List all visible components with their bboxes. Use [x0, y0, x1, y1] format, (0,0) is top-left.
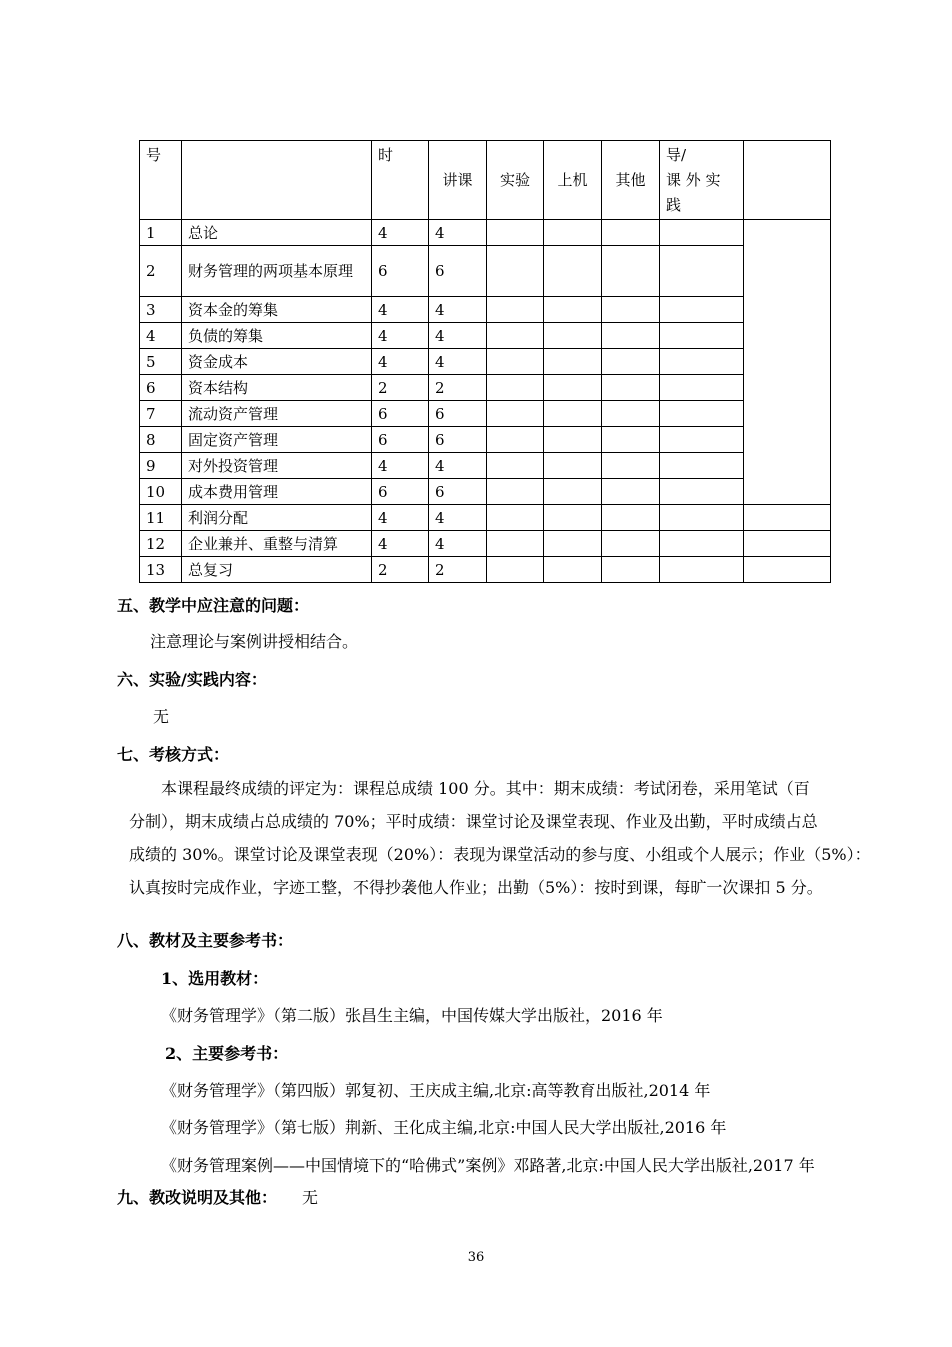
row-name: 流动资产管理 [182, 401, 372, 427]
row-guide [660, 323, 744, 349]
row-experiment [487, 531, 544, 557]
row-experiment [487, 323, 544, 349]
page-number: 36 [467, 1250, 485, 1265]
row-hours: 4 [372, 349, 429, 375]
row-name: 利润分配 [182, 505, 372, 531]
row-guide [660, 557, 744, 583]
row-other [602, 297, 660, 323]
header-lecture: 讲课 [429, 141, 487, 220]
course-schedule-table [139, 140, 831, 583]
section-8-sub1: 1、选用教材： [161, 969, 269, 988]
reference-entry: 《财务管理学》（第四版）郭复初、王庆成主编,北京:高等教育出版社,2014 年 [161, 1081, 711, 1100]
row-lecture: 4 [429, 505, 487, 531]
table-row [140, 297, 831, 323]
section-6-heading: 六、实验/实践内容： [117, 670, 267, 689]
row-hours: 4 [372, 531, 429, 557]
header-guide-line2: 课 外 实 [666, 171, 721, 189]
row-lecture: 4 [429, 297, 487, 323]
row-experiment [487, 479, 544, 505]
row-guide [660, 479, 744, 505]
header-hours: 时 [372, 141, 429, 220]
header-other: 其他 [602, 141, 660, 220]
row-other [602, 401, 660, 427]
section-8-sub2: 2、主要参考书： [165, 1044, 289, 1063]
row-other [602, 323, 660, 349]
row-lecture: 6 [429, 427, 487, 453]
row-guide [660, 220, 744, 246]
row-guide [660, 401, 744, 427]
table-row [140, 505, 831, 531]
row-no: 3 [140, 297, 182, 323]
row-name: 固定资产管理 [182, 427, 372, 453]
table-row [140, 401, 831, 427]
row-name: 总复习 [182, 557, 372, 583]
header-guide-line1: 导/ [666, 146, 687, 164]
row-guide [660, 246, 744, 297]
paragraph-line: 认真按时完成作业，字迹工整，不得抄袭他人作业；出勤（5%）：按时到课，每旷一次课扣 5 分。 [129, 878, 823, 897]
row-name: 负债的筹集 [182, 323, 372, 349]
row-experiment [487, 427, 544, 453]
row-other [602, 453, 660, 479]
row-experiment [487, 246, 544, 297]
row-experiment [487, 220, 544, 246]
paragraph-line: 分制），期末成绩占总成绩的 70%；平时成绩：课堂讨论及课堂表现、作业及出勤，平时成绩占总 [129, 812, 818, 831]
table-row [140, 220, 831, 246]
textbook-entry: 《财务管理学》（第二版）张昌生主编，中国传媒大学出版社，2016 年 [161, 1006, 663, 1025]
section-8-heading: 八、教材及主要参考书： [117, 931, 294, 950]
row-other [602, 220, 660, 246]
paragraph-line: 成绩的 30%。课堂讨论及课堂表现（20%）：表现为课堂活动的参与度、小组或个人展示；作业（5%）： [129, 845, 871, 864]
row-guide [660, 531, 744, 557]
row-computer [544, 557, 602, 583]
row-hours: 4 [372, 297, 429, 323]
row-name: 对外投资管理 [182, 453, 372, 479]
row-experiment [487, 375, 544, 401]
row-guide [660, 453, 744, 479]
row-computer [544, 323, 602, 349]
row-hours: 4 [372, 505, 429, 531]
section-6-text: 无 [153, 707, 170, 726]
row-lecture: 6 [429, 401, 487, 427]
row-no: 11 [140, 505, 182, 531]
row-computer [544, 505, 602, 531]
row-other [602, 427, 660, 453]
table-row [140, 349, 831, 375]
paragraph-line: 本课程最终成绩的评定为：课程总成绩 100 分。其中：期末成绩：考试闭卷，采用笔试（百 [161, 779, 810, 798]
table-row [140, 531, 831, 557]
table-header-row [140, 141, 831, 220]
row-no: 2 [140, 246, 182, 297]
row-lecture: 4 [429, 220, 487, 246]
row-hours: 6 [372, 427, 429, 453]
row-other [602, 246, 660, 297]
row-computer [544, 246, 602, 297]
row-lecture: 6 [429, 246, 487, 297]
header-last [744, 141, 831, 220]
row-computer [544, 375, 602, 401]
row-hours: 2 [372, 557, 429, 583]
section-9-text: 无 [302, 1188, 319, 1207]
row-experiment [487, 297, 544, 323]
table-row [140, 557, 831, 583]
row-experiment [487, 349, 544, 375]
row-no: 8 [140, 427, 182, 453]
row-computer [544, 479, 602, 505]
row-no: 12 [140, 531, 182, 557]
row-last [744, 531, 831, 557]
row-other [602, 531, 660, 557]
header-name [182, 141, 372, 220]
row-name: 资本金的筹集 [182, 297, 372, 323]
row-last [744, 557, 831, 583]
row-experiment [487, 401, 544, 427]
row-hours: 4 [372, 220, 429, 246]
section-7-paragraph [129, 772, 871, 904]
row-no: 9 [140, 453, 182, 479]
section-5-text: 注意理论与案例讲授相结合。 [150, 632, 359, 651]
row-hours: 2 [372, 375, 429, 401]
merged-last-cell [744, 220, 831, 505]
row-lecture: 4 [429, 349, 487, 375]
row-name: 总论 [182, 220, 372, 246]
table-row [140, 246, 831, 297]
row-last [744, 505, 831, 531]
row-name: 资金成本 [182, 349, 372, 375]
header-computer: 上机 [544, 141, 602, 220]
section-9-heading: 九、教改说明及其他： [117, 1188, 278, 1207]
row-guide [660, 297, 744, 323]
reference-entry: 《财务管理案例——中国情境下的“哈佛式”案例》邓路著,北京:中国人民大学出版社,2017 年 [161, 1156, 815, 1175]
header-guide-line3: 践 [666, 196, 682, 214]
table-row [140, 375, 831, 401]
row-computer [544, 220, 602, 246]
header-experiment: 实验 [487, 141, 544, 220]
row-lecture: 4 [429, 323, 487, 349]
row-no: 6 [140, 375, 182, 401]
row-hours: 4 [372, 453, 429, 479]
row-other [602, 557, 660, 583]
reference-entry: 《财务管理学》（第七版）荆新、王化成主编,北京:中国人民大学出版社,2016 年 [161, 1118, 727, 1137]
row-experiment [487, 505, 544, 531]
row-lecture: 4 [429, 531, 487, 557]
row-other [602, 505, 660, 531]
table-row [140, 453, 831, 479]
row-computer [544, 349, 602, 375]
row-lecture: 6 [429, 479, 487, 505]
row-experiment [487, 557, 544, 583]
row-name: 企业兼并、重整与清算 [182, 531, 372, 557]
table-row [140, 479, 831, 505]
row-computer [544, 453, 602, 479]
row-lecture: 2 [429, 557, 487, 583]
row-computer [544, 427, 602, 453]
row-computer [544, 531, 602, 557]
section-7-heading: 七、考核方式： [117, 745, 230, 764]
header-guide [660, 141, 744, 220]
row-no: 10 [140, 479, 182, 505]
row-other [602, 349, 660, 375]
row-guide [660, 505, 744, 531]
row-no: 1 [140, 220, 182, 246]
row-computer [544, 401, 602, 427]
row-guide [660, 375, 744, 401]
row-no: 7 [140, 401, 182, 427]
row-lecture: 2 [429, 375, 487, 401]
row-no: 5 [140, 349, 182, 375]
row-name: 财务管理的两项基本原理 [182, 246, 372, 297]
row-computer [544, 297, 602, 323]
row-other [602, 479, 660, 505]
table-row [140, 323, 831, 349]
row-guide [660, 349, 744, 375]
row-other [602, 375, 660, 401]
row-hours: 6 [372, 401, 429, 427]
row-no: 4 [140, 323, 182, 349]
row-hours: 6 [372, 246, 429, 297]
row-experiment [487, 453, 544, 479]
row-hours: 6 [372, 479, 429, 505]
row-name: 资本结构 [182, 375, 372, 401]
section-5-heading: 五、教学中应注意的问题： [117, 596, 310, 615]
row-name: 成本费用管理 [182, 479, 372, 505]
row-lecture: 4 [429, 453, 487, 479]
table-row [140, 427, 831, 453]
header-no: 号 [140, 141, 182, 220]
row-hours: 4 [372, 323, 429, 349]
row-no: 13 [140, 557, 182, 583]
row-guide [660, 427, 744, 453]
